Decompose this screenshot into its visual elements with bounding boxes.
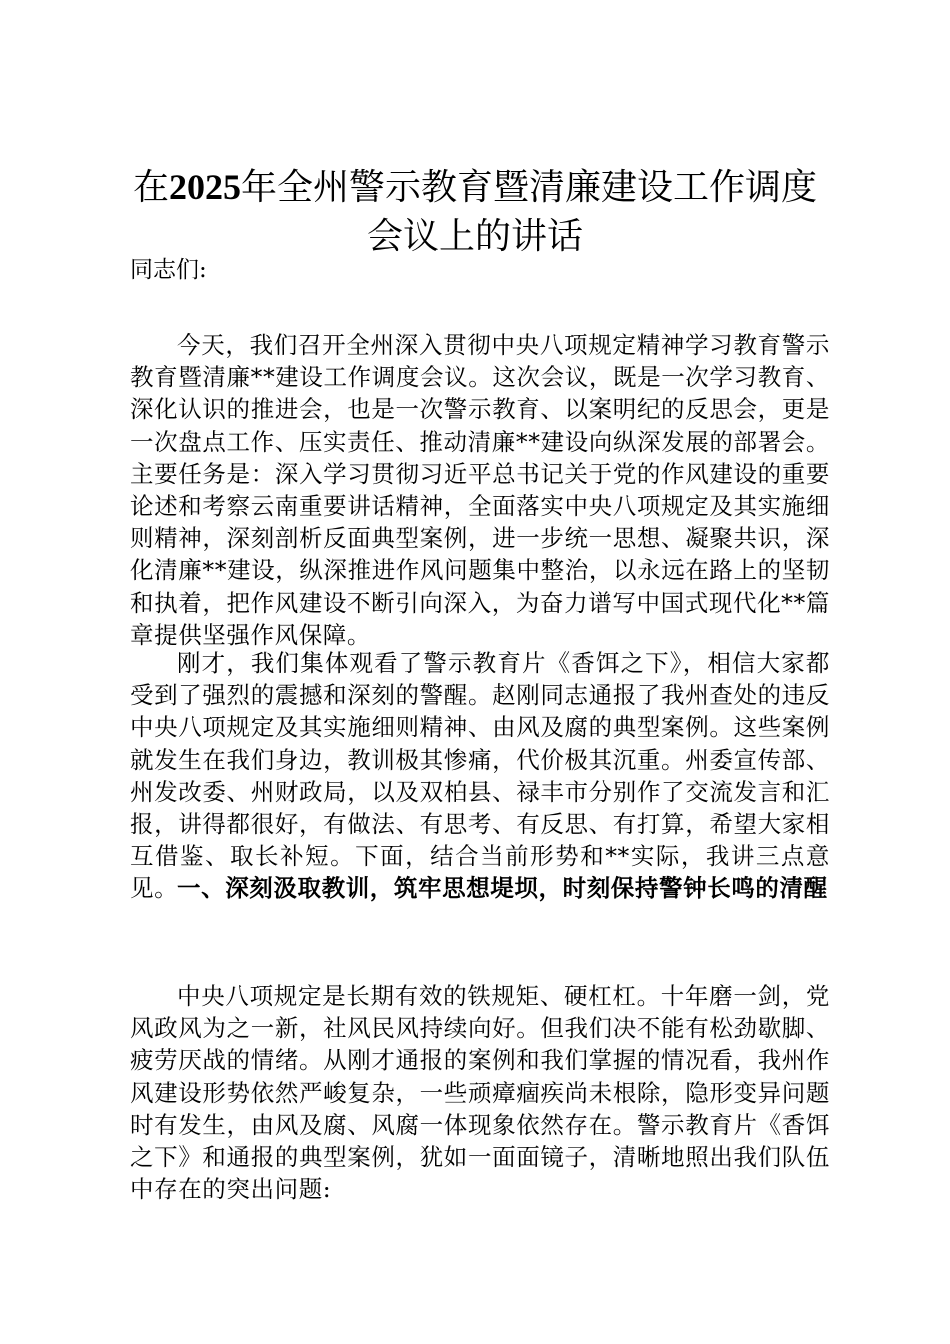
body-paragraph-opening: 今天，我们召开全州深入贯彻中央八项规定精神学习教育警示教育暨清廉**建设工作调度会议。这次会议，既是一次学习教育、深化认识的推进会，也是一次警示教育、以案明纪的反思会，更是一次盘点工作、压实责任、推动清廉**建设向纵深发展的部署会。主要任务是：深入学习贯彻习近平总书记关于党的作风建设的重要论述和考察云南重要讲话精神，全面落实中央八项规定及其实施细则精神，深刻剖析反面典型案例，进一步统一思想、凝聚共识，深化清廉**建设，纵深推进作风问题集中整治，以永远在路上的坚韧和执着，把作风建设不断引向深入，为奋力谱写中国式现代化**篇章提供坚强作风保障。 [130, 331, 830, 649]
title-prefix: 在 [132, 167, 169, 208]
title-year: 2025 [169, 167, 241, 207]
section-heading-1: 一、深刻汲取教训，筑牢思想堤坝，时刻保持警钟长鸣的清醒 [177, 874, 828, 902]
salutation: 同志们: [130, 257, 207, 283]
document-title [120, 163, 830, 261]
section-1-paragraph: 中央八项规定是长期有效的铁规矩、硬杠杠。十年磨一剑，党风政风为之一新，社风民风持续向好。但我们决不能有松劲歇脚、疲劳厌战的情绪。从刚才通报的案例和我们掌握的情况看，我州作风建设形势依然严峻复杂，一些顽瘴痼疾尚未根除，隐形变异问题时有发生，由风及腐、风腐一体现象依然存在。警示教育片《香饵之下》和通报的典型案例，犹如一面面镜子，清晰地照出我们队伍中存在的突出问题: [130, 982, 830, 1204]
body-paragraph-review: 刚才，我们集体观看了警示教育片《香饵之下》，相信大家都受到了强烈的震撼和深刻的警醒。赵刚同志通报了我州查处的违反中央八项规定及其实施细则精神、由风及腐的典型案例。这些案例就发生在我们身边，教训极其惨痛，代价极其沉重。州委宣传部、州发改委、州财政局，以及双柏县、禄丰市分别作了交流发言和汇报，讲得都很好，有做法、有思考、有反思、有打算，希望大家相互借鉴、取长补短。下面，结合当前形势和**实际，我讲三点意见。 [130, 649, 830, 903]
title-rest: 年全州警示教育暨清廉建设工作调度会议上的讲话 [241, 167, 818, 257]
